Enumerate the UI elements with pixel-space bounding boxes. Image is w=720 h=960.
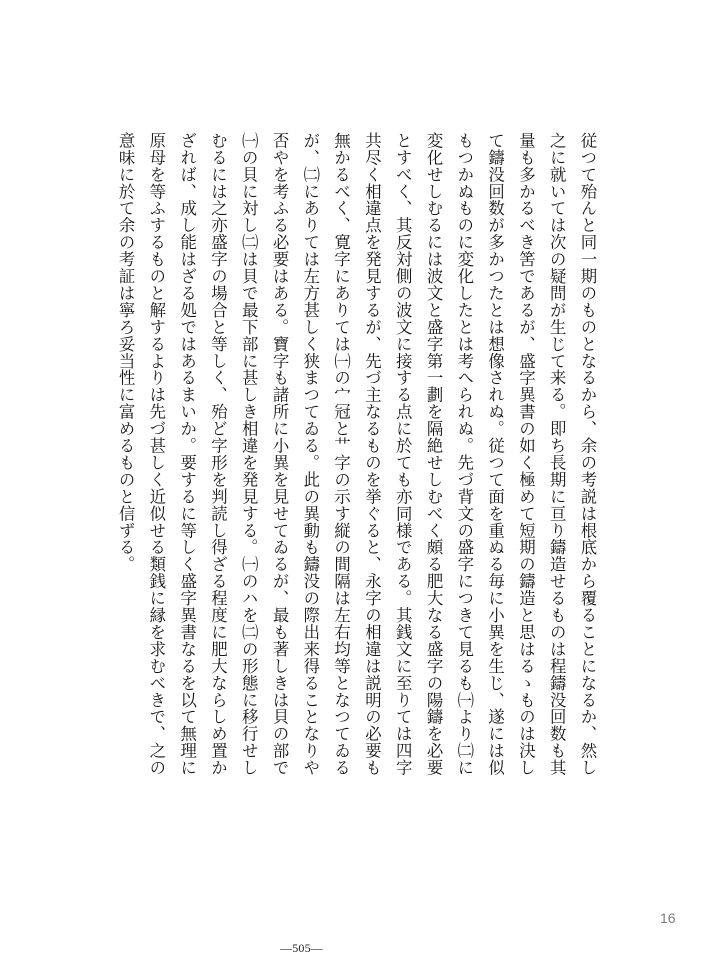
body-paragraph: 従つて殆んと同一期のものとなるから、余の考説は根底から覆ることになるか、然し之に就いては次の疑問が生じて来る。即ち長期に亘り鑄造せるものは程鑄没回数も其量も多かるべき筈であるが、盛字異書の如く極めて短期の鑄造と思はるゝものは決して鑄没回数が多かつたとは想像されぬ。従つて面を重ぬる毎に小異を生じ、遂には似もつかぬものに変化したとは考へられぬ。先づ背文の盛字につきて見るも㈠より㈡に変化せしむるには波文と盛字第一劃を隔絶せしむべく頗る肥大なる盛字の陽鑄を必要とすべく、其反対側の波文に接する点に於ても亦同様である。其銭文に至りては四字共尽く相違点を発見するが、先づ主なるものを挙ぐると、永字の相違は説明の必要も無かるべく、寛字にありては㈠の宀冠と艹字の示す縦の間隔は左右均等となつてゐるが、㈡にありては左方甚しく狭まつてゐる。此の異動も鑄没の際出来得ることなりや否やを考ふる必要はある。寶字も諸所に小異を見せてゐるが、最も著しきは貝の部で㈠の貝に対し㈡は貝で最下部に甚しき相違を発見する。㈠のハを㈡の形態に移行せしむるには之亦盛字の場合と等しく、殆ど字形を判読し得ざる程度に肥大ならしめ置かざれば、成し能はざる処ではあるまいか。要するに等しく盛字異書なるを以て無理に原母を等ふするものと解するよりは先づ甚しく近似せる類銭に縁を求むべきで、之の意味に於て余の考証は寧ろ妥当性に富めるものと信ずる。: [116, 132, 597, 777]
scanned-book-page: [116, 132, 602, 955]
slide-number: 16: [660, 910, 676, 926]
page-number: —505—: [280, 941, 323, 955]
vertical-japanese-text: [116, 132, 602, 792]
